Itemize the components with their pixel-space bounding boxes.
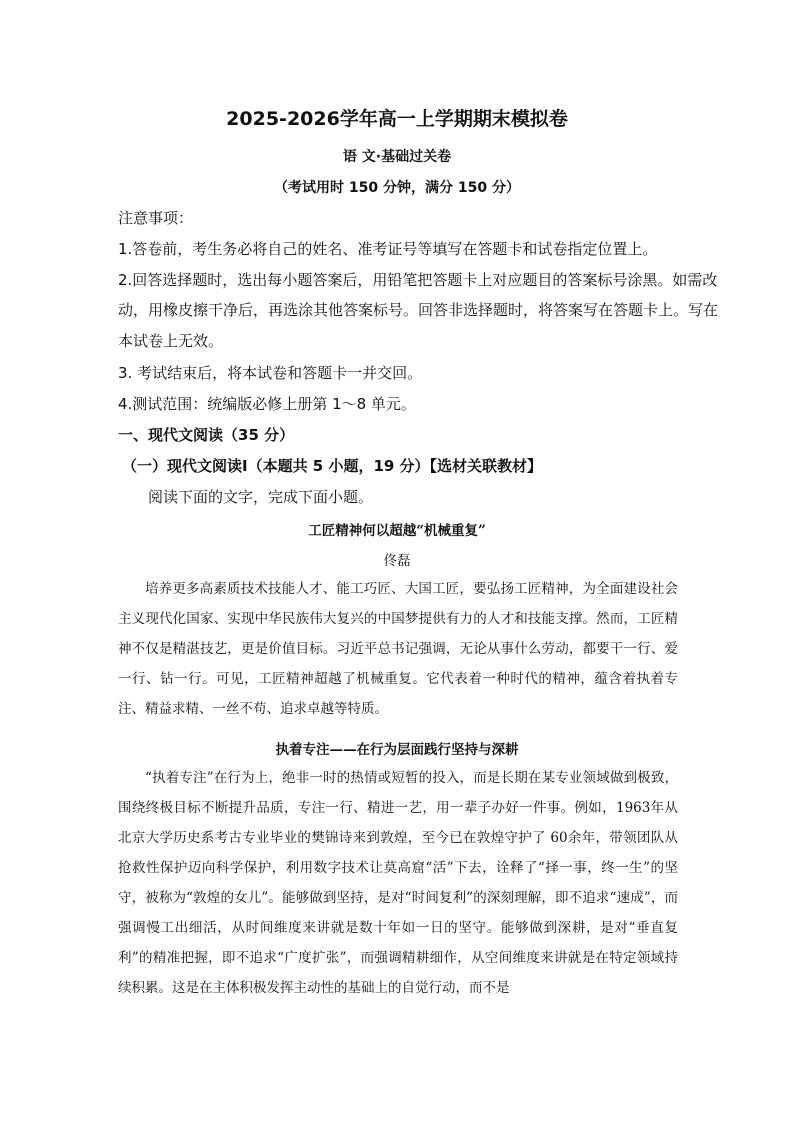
reading-instruction: 阅读下面的文字，完成下面小题。 bbox=[148, 488, 374, 506]
notes-item-2-line-2: 动，用橡皮擦干净后，再选涂其他答案标号。回答非选择题时，将答案写在答题卡上。写在 bbox=[118, 301, 719, 319]
exam-info: （考试用时 150 分钟，满分 150 分） bbox=[274, 180, 520, 196]
exam-subtitle: 语 文·基础过关卷 bbox=[342, 149, 452, 165]
essay-paragraph-2 bbox=[118, 763, 678, 1003]
notes-item-3: 3. 考试结束后，将本试卷和答题卡一并交回。 bbox=[118, 364, 423, 382]
essay-title: 工匠精神何以超越“机械重复” bbox=[308, 523, 486, 539]
essay-author: 佟磊 bbox=[383, 553, 411, 569]
notes-item-2-line-3: 本试卷上无效。 bbox=[118, 332, 224, 350]
notes-item-2-line-1: 2.回答选择题时，选出每小题答案后，用铅笔把答题卡上对应题目的答案标号涂黑。如需改 bbox=[118, 271, 718, 289]
essay-paragraph-1-text: 培养更多高素质技术技能人才、能工巧匠、大国工匠，要弘扬工匠精神，为全面建设社会主义现代化国家、实现中华民族伟大复兴的中国梦提供有力的人才和技能支撑。然而，工匠精神不仅是精湛技艺，更是价值目标。习近平总书记强调，无论从事什么劳动，都要干一行、爱一行、钻一行。可见，工匠精神超越了机械重复。它代表着一种时代的精神，蕴含着执着专注、精益求精、一丝不苟、追求卓越等特质。 bbox=[118, 581, 678, 717]
notes-item-4: 4.测试范围：统编版必修上册第 1～8 单元。 bbox=[118, 395, 416, 413]
essay-subheading: 执着专注——在行为层面践行坚持与深耕 bbox=[275, 742, 519, 758]
section-heading: 一、现代文阅读（35 分） bbox=[118, 426, 295, 444]
subsection-heading: （一）现代文阅读Ⅰ（本题共 5 小题，19 分）【选材关联教材】 bbox=[122, 457, 543, 475]
notes-item-1: 1.答卷前，考生务必将自己的姓名、准考证号等填写在答题卡和试卷指定位置上。 bbox=[118, 240, 658, 258]
page-title: 2025-2026学年高一上学期期末模拟卷 bbox=[226, 108, 568, 130]
essay-paragraph-1 bbox=[118, 574, 678, 724]
notes-heading: 注意事项： bbox=[118, 209, 194, 227]
essay-paragraph-2-text: “执着专注”在行为上，绝非一时的热情或短暂的投入，而是长期在某专业领域做到极致，围绕终极目标不断提升品质，专注一行、精进一艺，用一辈子办好一件事。例如，1963年从北京大学历史系考古专业毕业的樊锦诗来到敦煌，至今已在敦煌守护了 60余年，带领团队从抢救性保护迈向科学保护，利用数字技术让莫高窟“活”下去，诠释了“择一事，终一生”的坚守，被称为“敦煌的女儿”。能够做到坚持，是对“时间复利”的深刻理解，即不追求“速成”，而强调慢工出细活，从时间维度来讲就是数十年如一日的坚守。能够做到深耕，是对“垂直复利”的精准把握，即不追求“广度扩张”，而强调精耕细作，从空间维度来讲就是在特定领域持续积累。这是在主体积极发挥主动性的基础上的自觉行动，而不是 bbox=[118, 770, 678, 996]
